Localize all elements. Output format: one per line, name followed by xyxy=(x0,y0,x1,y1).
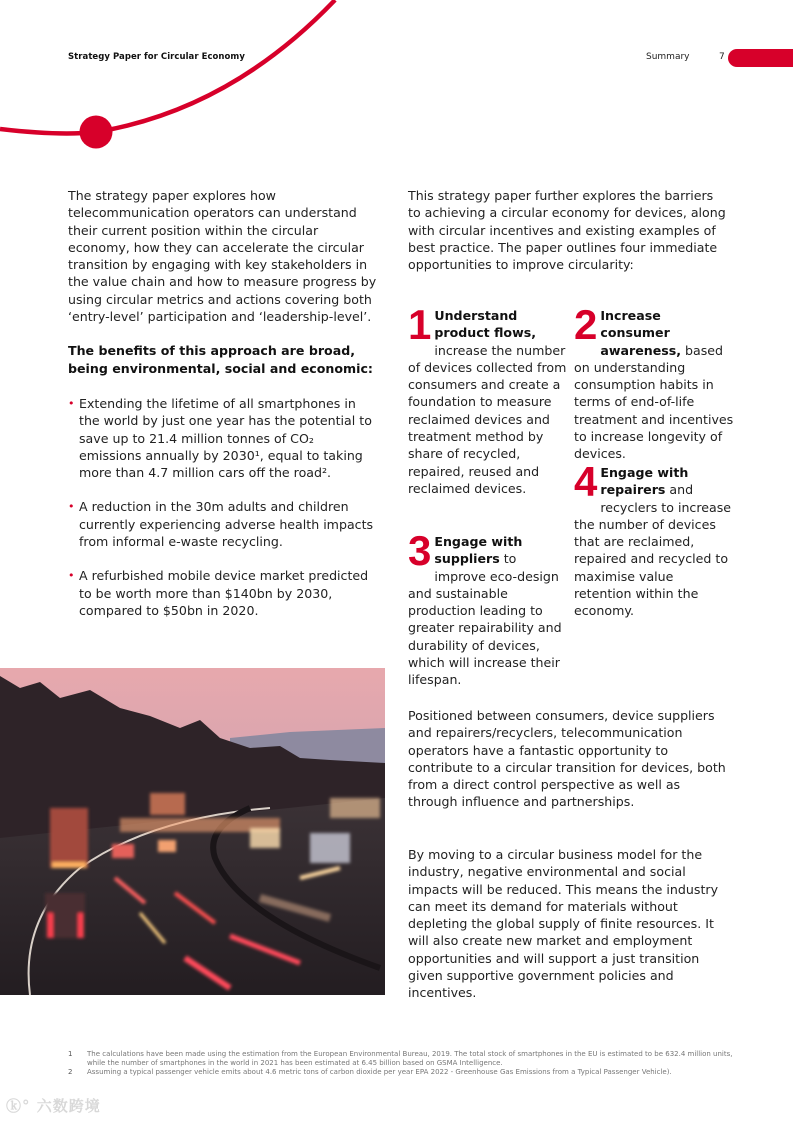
watermark-logo xyxy=(6,1095,101,1116)
opportunity-number: 3 xyxy=(408,527,432,574)
opportunity-text: to improve eco-design and sustainable production leading to greater repairability and durability of devices, which will increase their lifespan. xyxy=(408,551,562,688)
decorative-arc xyxy=(0,0,793,200)
opportunity-number: 1 xyxy=(408,301,432,348)
opportunity-number: 4 xyxy=(574,458,598,505)
section-label: Summary xyxy=(646,52,690,62)
left-column xyxy=(68,187,378,636)
opportunity-lead: Engage with suppliers xyxy=(434,534,523,567)
benefits-heading: The benefits of this approach are broad, being environmental, social and economic: xyxy=(68,343,373,376)
opportunity-1 xyxy=(408,301,568,497)
intro-paragraph: The strategy paper explores how telecommunication operators can understand their current position within the circular economy, how they can accelerate the circular transition by engaging with key stakeholders in the value chain and how to measure progress by using circular metrics and actions covering both ‘entry-level’ participation and ‘leadership-level’. xyxy=(68,188,377,325)
opportunity-text: based on understanding consumption habits in terms of end-of-life treatment and incentives to increase longevity of devices. xyxy=(574,342,734,462)
opportunity-4 xyxy=(574,458,734,620)
watermark-text: 六数跨境 xyxy=(36,1097,101,1115)
watermark-icon: ⓚ° xyxy=(6,1097,31,1115)
footnote-1 xyxy=(68,1050,748,1068)
benefit-item: • A refurbished mobile device market predicted to be worth more than $140bn by 2030, compared to $50bn in 2020. xyxy=(68,567,378,619)
opportunity-lead: Increase consumer awareness, xyxy=(600,308,682,358)
footnote-text: Assuming a typical passenger vehicle emits about 4.6 metric tons of carbon dioxide per year EPA 2022 - Greenhouse Gas Emissions from a Typical Passenger Vehicle). xyxy=(87,1068,672,1076)
opportunity-lead: Understand product flows, xyxy=(434,308,536,341)
opportunity-3 xyxy=(408,527,568,689)
motorway-illustration xyxy=(0,668,385,995)
opportunities-grid xyxy=(408,301,738,697)
business-model-paragraph: By moving to a circular business model for the industry, negative environmental and social impacts will be reduced. This means the industry can meet its demand for materials without depleting the global supply of finite resources. It will also create new market and employment opportunities and will support a just transition given supportive government policies and incentives. xyxy=(408,847,719,1001)
right-intro xyxy=(408,187,728,273)
page-number: 7 xyxy=(719,52,725,62)
benefit-item: • Extending the lifetime of all smartphones in the world by just one year has the potential to save up to 21.4 million tonnes of CO₂ emissions annually by 2030¹, equal to taking more than 4.7 million cars off the road². xyxy=(68,395,378,481)
right-intro-paragraph: This strategy paper further explores the barriers to achieving a circular economy for devices, along with circular incentives and existing examples of best practice. The paper outlines four immediate opportunities to improve circularity: xyxy=(408,188,726,273)
arc-line xyxy=(0,0,335,133)
opportunity-lead: Engage with repairers xyxy=(600,465,689,498)
footnotes xyxy=(68,1050,748,1077)
footnote-number: 1 xyxy=(68,1050,73,1058)
benefits-list xyxy=(68,395,378,619)
positioning-paragraph: Positioned between consumers, device suppliers and repairers/recyclers, telecommunication operators have a fantastic opportunity to contribute to a circular transition for devices, both from a direct control perspective as well as through influence and partnerships. xyxy=(408,708,726,810)
page-tab-accent xyxy=(728,49,793,67)
opportunity-2 xyxy=(574,301,734,463)
opportunity-text: and recyclers to increase the number of devices that are reclaimed, repaired and recycled to maximise value retention within the economy. xyxy=(574,482,732,619)
footnote-number: 2 xyxy=(68,1068,73,1076)
motorway-photo xyxy=(0,668,385,995)
footnote-text: The calculations have been made using the estimation from the European Environmental Bureau, 2019. The total stock of smartphones in the EU is estimated to be 632.4 million units, while the number of smartphones in the world in 2021 has been estimated at 6.45 billion based on GSMA Intelligence. xyxy=(87,1050,733,1067)
benefit-item: • A reduction in the 30m adults and children currently experiencing adverse health impacts from informal e-waste recycling. xyxy=(68,498,378,550)
opportunity-text: increase the number of devices collected from consumers and create a foundation to measure reclaimed devices and treatment method by share of recycled, repaired, reused and reclaimed devices. xyxy=(408,342,567,496)
footnote-2 xyxy=(68,1068,748,1077)
opportunity-number: 2 xyxy=(574,301,598,348)
arc-dot xyxy=(80,116,113,149)
document-title: Strategy Paper for Circular Economy xyxy=(68,52,245,62)
